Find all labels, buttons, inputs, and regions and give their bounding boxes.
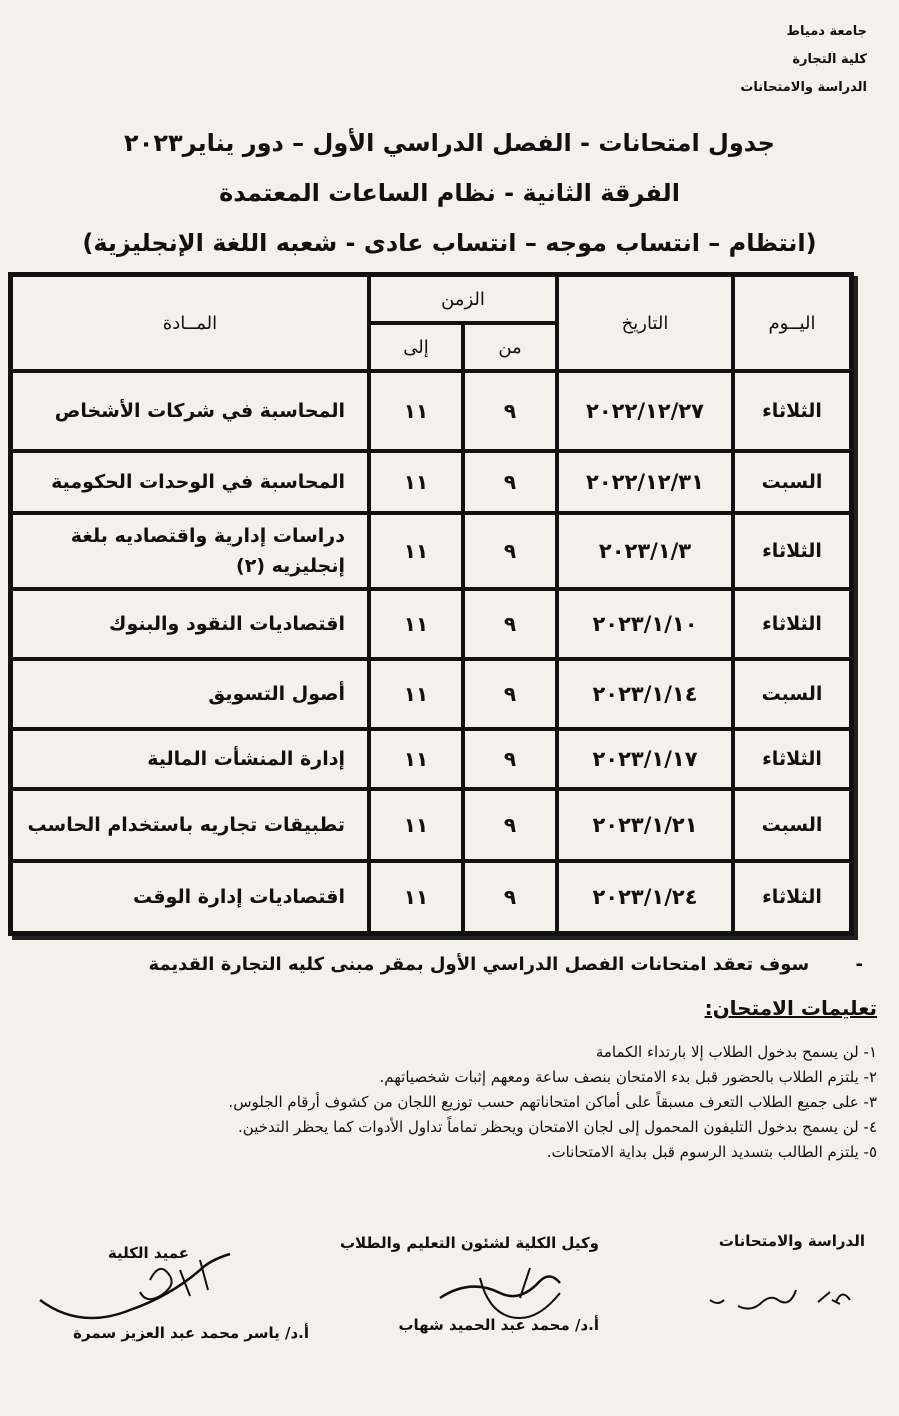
registrar-signature-icon bbox=[700, 1278, 870, 1318]
header-subject: المــادة bbox=[11, 275, 369, 371]
instruction-item: ٥- يلتزم الطالب بتسديد الرسوم قبل بداية الامتحانات. bbox=[546, 1143, 877, 1161]
header-time-to: إلى bbox=[369, 323, 463, 371]
cell-time-to: ١١ bbox=[369, 513, 463, 589]
exam-schedule-table bbox=[8, 272, 854, 936]
table-row bbox=[11, 513, 851, 589]
cell-day: الثلاثاء bbox=[733, 371, 851, 451]
cell-subject: المحاسبة في شركات الأشخاص bbox=[11, 371, 369, 451]
table-row bbox=[11, 589, 851, 659]
note-text: سوف تعقد امتحانات الفصل الدراسي الأول بمقر مبنى كليه التجارة القديمة bbox=[148, 954, 810, 975]
cell-date: ٢٠٢٢/١٢/٢٧ bbox=[557, 371, 733, 451]
header-date: التاريخ bbox=[557, 275, 733, 371]
instruction-item: ١- لن يسمح بدخول الطلاب إلا بارتداء الكمامة bbox=[595, 1043, 877, 1061]
cell-date: ٢٠٢٣/١/١٤ bbox=[557, 659, 733, 729]
cell-day: الثلاثاء bbox=[733, 729, 851, 789]
cell-time-from: ٩ bbox=[463, 371, 557, 451]
cell-subject: اقتصاديات إدارة الوقت bbox=[11, 861, 369, 933]
cell-day: الثلاثاء bbox=[733, 589, 851, 659]
table-row bbox=[11, 371, 851, 451]
cell-subject: دراسات إدارية واقتصاديه بلغة إنجليزيه (٢) bbox=[11, 513, 369, 589]
header-time: الزمن bbox=[369, 275, 557, 323]
document-subtitle-level: الفرقة الثانية - نظام الساعات المعتمدة bbox=[219, 179, 680, 207]
cell-day: الثلاثاء bbox=[733, 513, 851, 589]
instructions-title: تعليمات الامتحان: bbox=[704, 996, 877, 1020]
cell-time-from: ٩ bbox=[463, 659, 557, 729]
cell-subject: المحاسبة في الوحدات الحكومية bbox=[11, 451, 369, 513]
cell-day: السبت bbox=[733, 789, 851, 861]
cell-time-from: ٩ bbox=[463, 861, 557, 933]
cell-time-from: ٩ bbox=[463, 729, 557, 789]
cell-date: ٢٠٢٣/١/٣ bbox=[557, 513, 733, 589]
vice-dean-name: أ.د/ محمد عبد الحميد شهاب bbox=[398, 1316, 599, 1334]
dean-signature-title: عميد الكلية bbox=[107, 1244, 189, 1262]
cell-day: السبت bbox=[733, 451, 851, 513]
document-subtitle-divisions: (انتظام – انتساب موجه – انتساب عادى - شعبه اللغة الإنجليزية) bbox=[82, 229, 817, 257]
department-name: الدراسة والامتحانات bbox=[740, 80, 867, 95]
header-day: اليــوم bbox=[733, 275, 851, 371]
dean-signature-icon bbox=[30, 1240, 250, 1330]
dean-name: أ.د/ ياسر محمد عبد العزيز سمرة bbox=[73, 1324, 309, 1342]
cell-date: ٢٠٢٢/١٢/٣١ bbox=[557, 451, 733, 513]
cell-date: ٢٠٢٣/١/١٠ bbox=[557, 589, 733, 659]
exam-location-note bbox=[40, 954, 863, 975]
cell-date: ٢٠٢٣/١/١٧ bbox=[557, 729, 733, 789]
schedule-body bbox=[11, 371, 851, 933]
cell-time-to: ١١ bbox=[369, 589, 463, 659]
table-row bbox=[11, 729, 851, 789]
instructions-list bbox=[17, 1040, 877, 1165]
header-time-from: من bbox=[463, 323, 557, 371]
cell-time-to: ١١ bbox=[369, 861, 463, 933]
cell-time-to: ١١ bbox=[369, 659, 463, 729]
cell-time-from: ٩ bbox=[463, 513, 557, 589]
instruction-item: ٢- يلتزم الطلاب بالحضور قبل بدء الامتحان بنصف ساعة ومعهم إثبات شخصياتهم. bbox=[379, 1068, 877, 1086]
cell-day: الثلاثاء bbox=[733, 861, 851, 933]
cell-time-to: ١١ bbox=[369, 729, 463, 789]
table-row bbox=[11, 789, 851, 861]
note-dash: - bbox=[855, 954, 863, 975]
cell-subject: إدارة المنشأت المالية bbox=[11, 729, 369, 789]
cell-date: ٢٠٢٣/١/٢١ bbox=[557, 789, 733, 861]
cell-subject: اقتصاديات النقود والبنوك bbox=[11, 589, 369, 659]
cell-time-from: ٩ bbox=[463, 789, 557, 861]
table-row bbox=[11, 861, 851, 933]
cell-date: ٢٠٢٣/١/٢٤ bbox=[557, 861, 733, 933]
faculty-name: كلية التجارة bbox=[792, 52, 867, 67]
cell-time-to: ١١ bbox=[369, 451, 463, 513]
cell-subject: تطبيقات تجاريه باستخدام الحاسب bbox=[11, 789, 369, 861]
document-title: جدول امتحانات - الفصل الدراسي الأول – دور يناير٢٠٢٣ bbox=[124, 129, 775, 157]
cell-time-from: ٩ bbox=[463, 589, 557, 659]
cell-time-to: ١١ bbox=[369, 371, 463, 451]
document-titles bbox=[0, 118, 899, 268]
cell-subject: أصول التسويق bbox=[11, 659, 369, 729]
institution-header bbox=[740, 18, 867, 102]
registrar-signature-title: الدراسة والامتحانات bbox=[718, 1232, 865, 1250]
instruction-item: ٣- على جميع الطلاب التعرف مسبقاً على أماكن امتحاناتهم حسب توزيع اللجان من كشوف أرقام الجلوس. bbox=[228, 1093, 877, 1111]
table-row bbox=[11, 451, 851, 513]
instruction-item: ٤- لن يسمح بدخول التليفون المحمول إلى لجان الامتحان ويحظر تماماً تداول الأدوات كما يحظر التدخين. bbox=[238, 1118, 877, 1136]
cell-time-to: ١١ bbox=[369, 789, 463, 861]
vice-dean-signature-title: وكيل الكلية لشئون التعليم والطلاب bbox=[339, 1234, 599, 1252]
table-row bbox=[11, 659, 851, 729]
exam-schedule-table-wrap bbox=[14, 272, 854, 936]
cell-day: السبت bbox=[733, 659, 851, 729]
university-name: جامعة دمياط bbox=[786, 24, 867, 39]
cell-time-from: ٩ bbox=[463, 451, 557, 513]
